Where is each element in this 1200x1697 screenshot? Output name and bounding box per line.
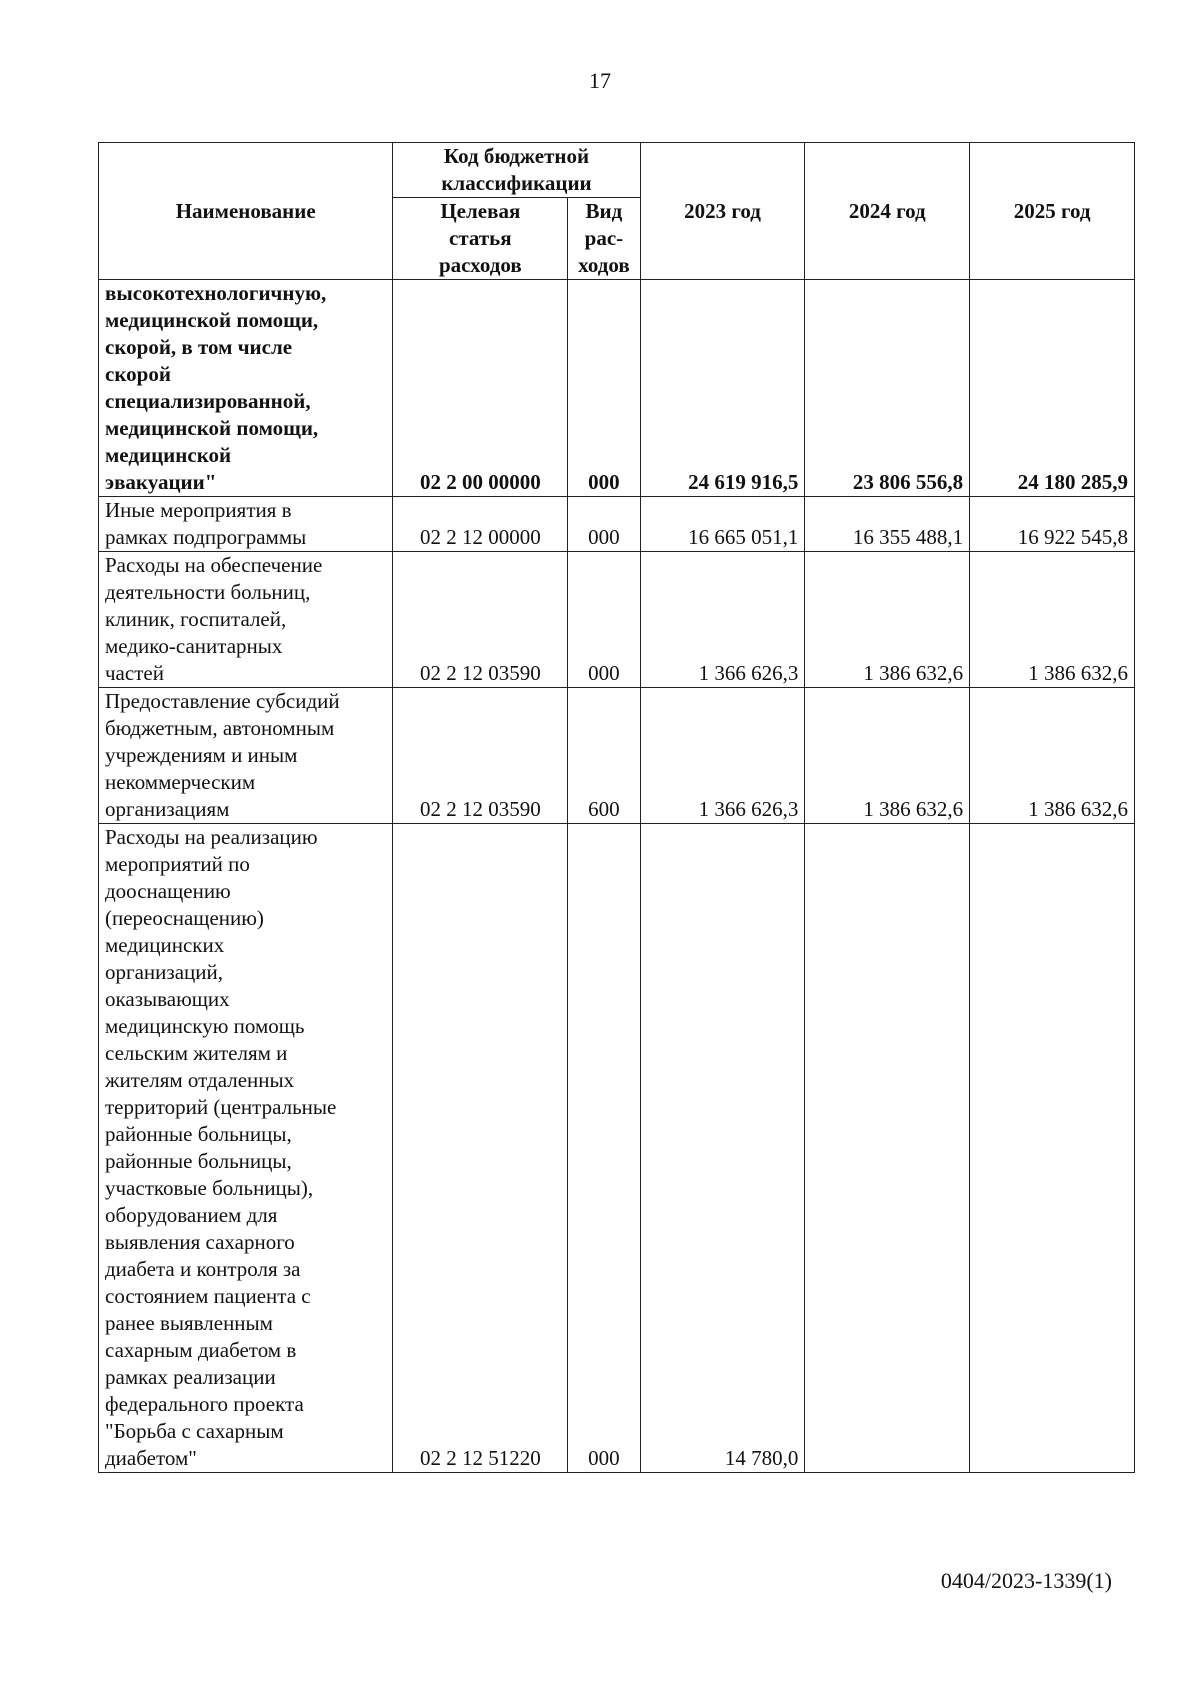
- row-value-2025: 16 922 545,8: [970, 497, 1135, 552]
- page-number: 17: [589, 68, 611, 93]
- budget-table: [98, 142, 1135, 1473]
- row-target-article: 02 2 12 51220: [393, 824, 568, 1473]
- row-value-2023: 16 665 051,1: [640, 497, 805, 552]
- header-name: Наименование: [99, 143, 393, 280]
- row-name: Расходы на реализацию мероприятий по дооснащению (переоснащению) медицинских организаций, оказывающих медицинскую помощь сельским жителям и жителям отдаленных территорий (центральные районные больницы, районные больницы, участковые больницы), оборудованием для выявления сахарного диабета и контроля за состоянием пациента с ранее выявленным сахарным диабетом в рамках реализации федерального проекта "Борьба с сахарным диабетом": [99, 824, 393, 1473]
- row-value-2025: 1 386 632,6: [970, 688, 1135, 824]
- row-value-2024: 23 806 556,8: [805, 280, 970, 497]
- header-year-2024: 2024 год: [805, 143, 970, 280]
- row-value-2023: 14 780,0: [640, 824, 805, 1473]
- table-row: [99, 497, 1135, 552]
- row-expense-kind: 000: [568, 497, 640, 552]
- row-value-2025: 1 386 632,6: [970, 552, 1135, 688]
- header-expense-kind: Вид рас- ходов: [568, 198, 640, 280]
- row-expense-kind: 000: [568, 280, 640, 497]
- header-year-2023: 2023 год: [640, 143, 805, 280]
- row-expense-kind: 000: [568, 552, 640, 688]
- header-code-group: Код бюджетной классификации: [393, 143, 640, 198]
- table-row: [99, 280, 1135, 497]
- table-row: [99, 552, 1135, 688]
- row-target-article: 02 2 12 03590: [393, 552, 568, 688]
- row-name: высокотехнологичную, медицинской помощи, скорой, в том числе скорой специализированной, медицинской помощи, медицинской эвакуации": [99, 280, 393, 497]
- row-target-article: 02 2 12 00000: [393, 497, 568, 552]
- table-row: [99, 688, 1135, 824]
- row-value-2023: 1 366 626,3: [640, 688, 805, 824]
- row-value-2023: 24 619 916,5: [640, 280, 805, 497]
- row-value-2025: [970, 824, 1135, 1473]
- document-code: 0404/2023-1339(1): [940, 1568, 1112, 1593]
- header-year-2025: 2025 год: [970, 143, 1135, 280]
- header-target-article: Целевая статья расходов: [393, 198, 568, 280]
- row-name: Иные мероприятия в рамках подпрограммы: [99, 497, 393, 552]
- row-target-article: 02 2 00 00000: [393, 280, 568, 497]
- row-expense-kind: 000: [568, 824, 640, 1473]
- row-name: Предоставление субсидий бюджетным, автономным учреждениям и иным некоммерческим организациям: [99, 688, 393, 824]
- table-row: [99, 824, 1135, 1473]
- row-expense-kind: 600: [568, 688, 640, 824]
- header-row-1: [99, 143, 1135, 198]
- row-value-2024: 1 386 632,6: [805, 552, 970, 688]
- row-value-2024: [805, 824, 970, 1473]
- row-value-2024: 16 355 488,1: [805, 497, 970, 552]
- row-value-2025: 24 180 285,9: [970, 280, 1135, 497]
- row-name: Расходы на обеспечение деятельности больниц, клиник, госпиталей, медико-санитарных частей: [99, 552, 393, 688]
- row-target-article: 02 2 12 03590: [393, 688, 568, 824]
- row-value-2024: 1 386 632,6: [805, 688, 970, 824]
- row-value-2023: 1 366 626,3: [640, 552, 805, 688]
